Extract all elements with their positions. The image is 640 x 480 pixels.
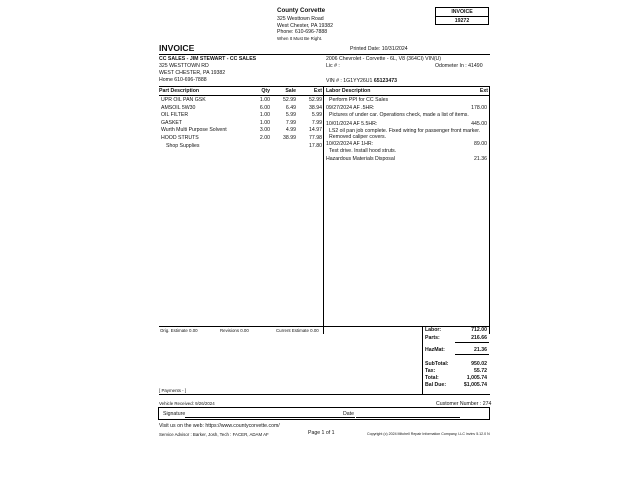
vehicle-received-date: Vehicle Received: 9/26/2024 (159, 401, 215, 406)
invoice-number-box (435, 7, 489, 25)
tax-row (425, 368, 489, 375)
estimate-revisions: Revisions 0.00 (220, 328, 249, 333)
page-number: Page 1 of 1 (308, 430, 335, 436)
date-label[interactable]: Date (343, 411, 354, 417)
payments-label: [ Payments - ] (159, 388, 187, 393)
subtotal-row (425, 361, 489, 368)
parts-list (159, 97, 323, 150)
table-row (159, 135, 323, 143)
total: 1,005.74 (466, 375, 487, 381)
license-label: Lic # : (326, 63, 340, 69)
labor-entry-1-text: Pictures of under car. Operations check, made a list of items. (329, 112, 469, 118)
table-row (159, 112, 323, 120)
hazmat-disposal-ext: 21.36 (474, 156, 487, 162)
table-row (159, 97, 323, 105)
parts-total-row (425, 335, 489, 347)
parts-header-sale: Sale (285, 87, 296, 94)
labor-entry-3-text: Test drive. Install hood struts. (329, 147, 397, 154)
part-sale: 38.99 (283, 134, 296, 141)
part-description: OIL FILTER (161, 112, 189, 119)
labor-entry-3-ext: 89.00 (474, 141, 487, 147)
service-advisor: Service Advisor : Barker, Josh, Tech : FACER, ADAM AF (159, 432, 269, 437)
shop-name: County Corvette (277, 7, 326, 14)
part-qty: 1.00 (259, 119, 270, 126)
labor-header-description: Labor Description (326, 87, 371, 94)
website-note[interactable]: Visit us on the web: https://www.countycorvette.com/ (159, 423, 280, 429)
signature-box (158, 407, 490, 420)
labor-entry-2-text-2: Removed caliper covers. (329, 134, 387, 140)
part-qty: 1.00 (259, 97, 270, 103)
part-ext: 7.99 (311, 119, 322, 126)
part-description: HOOD STRUTS (161, 134, 199, 141)
parts-header-ext: Ext (313, 87, 322, 94)
parts-total: 216.66 (471, 335, 487, 341)
signature-label[interactable]: Signature (163, 411, 186, 417)
labor-header-ext: Ext (479, 87, 488, 94)
vin-prefix: VIN # : 1G1YY26U1 (326, 78, 373, 84)
labor-entry-1-ext: 178.00 (471, 105, 487, 111)
shop-supplies-row (159, 143, 323, 151)
shop-supplies-label: Shop Supplies (166, 142, 200, 149)
balance-due: $1,005.74 (463, 382, 487, 388)
labor-entry-2-head: 10/01/2024 AF 5.5HR: (326, 121, 378, 127)
table-row (159, 105, 323, 113)
part-ext: 38.94 (309, 104, 322, 111)
hazmat-total: 21.36 (474, 347, 487, 353)
shop-address-line2: West Chester, PA 19382 (277, 22, 334, 29)
shop-phone: Phone: 610-696-7888 (277, 29, 328, 35)
part-ext: 14.97 (309, 127, 322, 134)
part-qty: 6.00 (259, 104, 270, 111)
invoice-number: 19272 (454, 18, 470, 25)
part-description: AMSOIL 5W30 (161, 104, 196, 111)
copyright-notice: Copyright (c) 2024 Mitchell Repair Information Company, LLC invinv 5.12.0 N (367, 432, 490, 436)
balance-due-label: Bal Due: (425, 382, 447, 388)
part-sale: 5.99 (285, 112, 296, 119)
page-title: INVOICE (159, 43, 195, 53)
customer-name: CC SALES - JIM STEWART - CC SALES (159, 56, 257, 62)
labor-total-row (425, 327, 489, 335)
parts-header-description: Part Description (159, 87, 200, 94)
subtotal: 950.02 (471, 361, 487, 367)
labor-entry-2-text-1: LS2 oil pan job complete. Fixed wiring for passenger front marker. (329, 127, 481, 134)
hazmat-total-label: HazMat: (425, 347, 445, 353)
part-qty: 1.00 (259, 112, 270, 119)
customer-address-line2: WEST CHESTER, PA 19382 (159, 70, 226, 76)
part-description: GASKET (161, 119, 183, 126)
part-sale: 4.99 (285, 127, 296, 134)
table-row (159, 127, 323, 135)
part-ext: 77.98 (309, 134, 322, 141)
total-row (425, 375, 489, 382)
subtotal-label: SubTotal: (425, 361, 449, 367)
labor-entry-2-ext: 445.00 (471, 121, 487, 127)
odometer-in: Odometer In : 41490 (435, 63, 483, 69)
part-ext: 5.99 (311, 112, 322, 119)
customer-address-line1: 325 WESTTOWN RD (159, 63, 209, 69)
shop-slogan: When It Must Be Right. (277, 36, 323, 41)
part-description: Wurth Multi Purpose Solvent (161, 127, 227, 134)
current-estimate: Current Estimate 0.00 (276, 328, 319, 333)
part-ext: 52.99 (309, 97, 322, 103)
balance-due-row (425, 382, 489, 389)
original-estimate: Orig. Estimate 0.00 (160, 328, 198, 333)
total-label: Total: (425, 375, 439, 381)
parts-total-label: Parts: (425, 335, 440, 341)
tax-label: Tax: (425, 368, 436, 374)
hazmat-total-row (425, 347, 489, 361)
labor-entry-1-head: 09/27/2024 AF .5HR: (326, 105, 375, 111)
vehicle-description: 2006 Chevrolet - Corvette - 6L, V8 (364CI) VIN(U) (326, 56, 442, 62)
hazmat-disposal-label: Hazardous Materials Disposal (326, 156, 395, 162)
part-sale: 52.99 (283, 97, 296, 103)
customer-home-phone: Home 610-696-7888 (159, 77, 207, 83)
totals-panel (425, 327, 489, 389)
labor-total: 712.00 (471, 327, 487, 333)
labor-summary: Perform PPI for CC Sales (329, 97, 389, 103)
printed-date: Printed Date: 10/31/2024 (350, 46, 408, 52)
part-description: UPR OIL PAN GSK (161, 97, 206, 103)
part-sale: 6.49 (285, 104, 296, 111)
vin-suffix: 65123473 (373, 78, 397, 84)
part-sale: 7.99 (285, 119, 296, 126)
table-row (159, 120, 323, 128)
part-qty: 2.00 (259, 134, 270, 141)
shop-address-line1: 325 Westtown Road (277, 16, 324, 22)
labor-total-label: Labor: (425, 327, 442, 333)
labor-entry-3-head: 10/02/2024 AF 1HR: (326, 141, 374, 147)
invoice-box-label: INVOICE (451, 9, 473, 15)
vin-number (326, 78, 397, 84)
shop-supplies-ext: 17.80 (309, 142, 322, 149)
tax: 55.72 (474, 368, 487, 374)
parts-header-qty: Qty (261, 87, 270, 94)
part-qty: 3.00 (259, 127, 270, 134)
customer-number: Customer Number : 274 (436, 401, 492, 407)
